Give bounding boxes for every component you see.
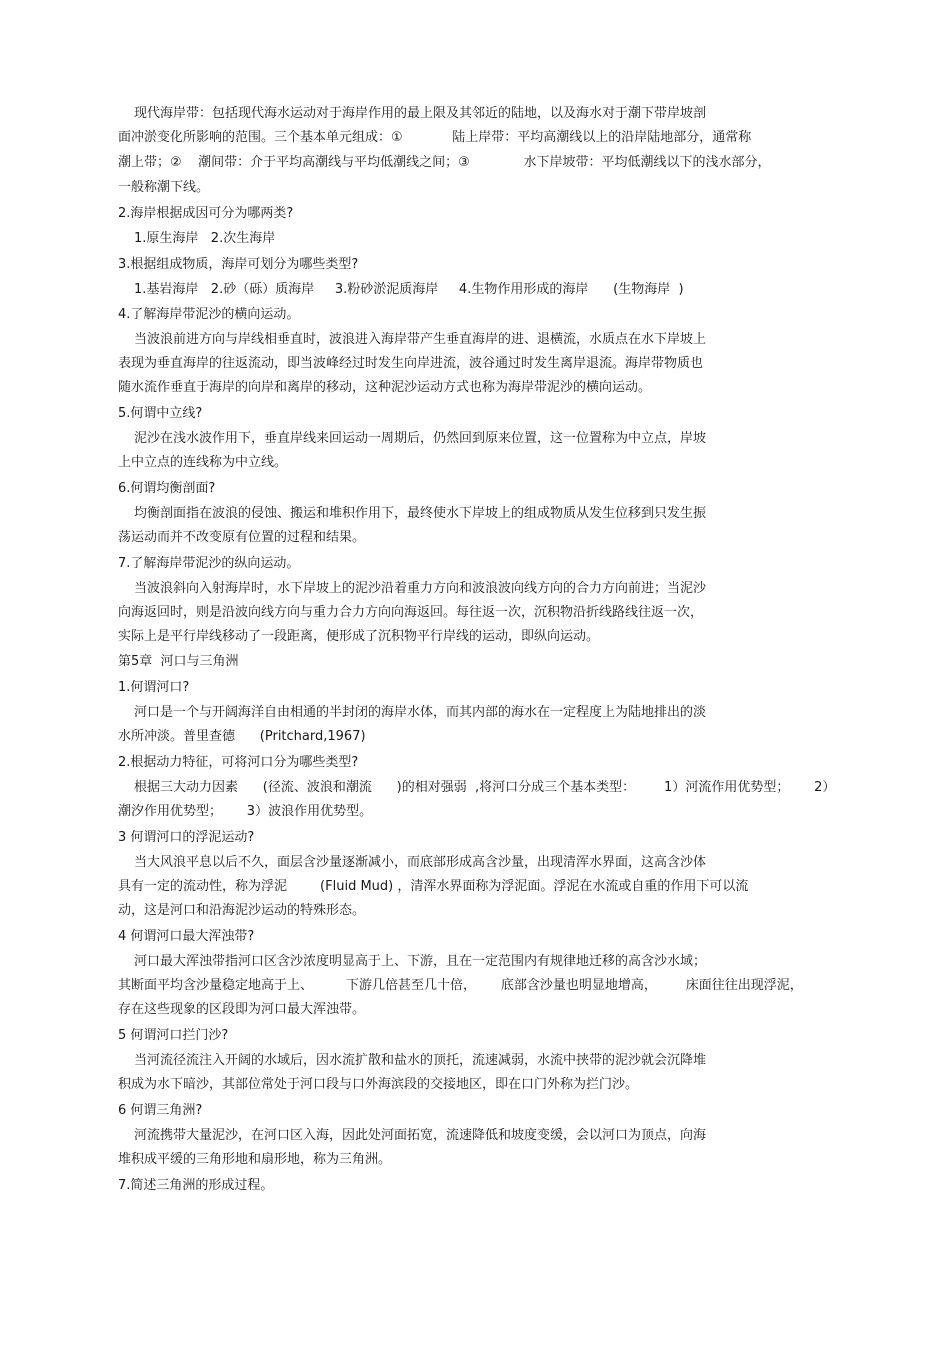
question-heading: 7.简述三角洲的形成过程。: [118, 1178, 274, 1193]
question-heading: 5.何谓中立线?: [118, 406, 203, 421]
question-heading: 1.何谓河口?: [118, 680, 190, 695]
text-line: 一般称潮下线。: [118, 180, 210, 195]
text-line: 河口最大浑浊带指河口区含沙浓度明显高于上、下游，且在一定范围内有规律地迁移的高含沙水域；: [134, 954, 707, 969]
question-heading: 3.根据组成物质，海岸可划分为哪些类型?: [118, 257, 359, 272]
question-heading: 4.了解海岸带泥沙的横向运动。: [118, 307, 300, 322]
text-line: 面冲淤变化所影响的范围。三个基本单元组成：① 陆上岸带：平均高潮线以上的沿岸陆地部分，通常称: [118, 130, 752, 145]
text-line: 泥沙在浅水波作用下，垂直岸线来回运动一周期后，仍然回到原来位置，这一位置称为中立点，岸坡: [134, 431, 707, 446]
text-line: 河流携带大量泥沙，在河口区入海，因此处河面拓宽，流速降低和坡度变缓，会以河口为顶点，向海: [134, 1128, 707, 1143]
text-line: 向海返回时，则是沿波向线方向与重力合力方向向海返回。每往返一次，沉积物沿折线路线往返一次，: [118, 605, 704, 620]
chapter-heading: 第5章 河口与三角洲: [118, 654, 239, 669]
text-line: 1.基岩海岸 2.砂（砾）质海岸 3.粉砂淤泥质海岸 4.生物作用形成的海岸 (生物海岸 ): [134, 282, 684, 297]
text-line: 潮汐作用优势型； 3）波浪作用优势型。: [118, 804, 373, 819]
question-heading: 2.海岸根据成因可分为哪两类?: [118, 206, 294, 221]
text-line: 潮上带；② 潮间带：介于平均高潮线与平均低潮线之间；③ 水下岸坡带：平均低潮线以下的浅水部分，: [118, 155, 771, 170]
question-heading: 2.根据动力特征，可将河口分为哪些类型?: [118, 755, 359, 770]
text-line: 均衡剖面指在波浪的侵蚀、搬运和堆积作用下，最终使水下岸坡上的组成物质从发生位移到只发生振: [134, 506, 707, 521]
question-heading: 6 何谓三角洲?: [118, 1103, 203, 1118]
text-line: 当河流径流注入开阔的水域后，因水流扩散和盐水的顶托，流速减弱，水流中挟带的泥沙就会沉降堆: [134, 1053, 707, 1068]
text-line: 存在这些现象的区段即为河口最大浑浊带。: [118, 1002, 366, 1017]
text-line: 动，这是河口和沿海泥沙运动的特殊形态。: [118, 903, 366, 918]
question-heading: 3 何谓河口的浮泥运动?: [118, 830, 255, 845]
question-heading: 6.何谓均衡剖面?: [118, 481, 216, 496]
text-line: 表现为垂直海岸的往返流动，即当波峰经过时发生向岸进流，波谷通过时发生离岸退流。海岸带物质也: [118, 356, 704, 371]
text-line: 当波浪前进方向与岸线相垂直时，波浪进入海岸带产生垂直海岸的进、退横流，水质点在水下岸坡上: [134, 332, 707, 347]
question-heading: 4 何谓河口最大浑浊带?: [118, 929, 255, 944]
text-line: 根据三大动力因素 (径流、波浪和潮流 )的相对强弱 ,将河口分成三个基本类型： 1）河流作用优势型； 2）: [134, 780, 836, 795]
text-line: 水所冲淡。普里查德 (Pritchard,1967): [118, 729, 366, 744]
text-line: 实际上是平行岸线移动了一段距离，便形成了沉积物平行岸线的运动，即纵向运动。: [118, 629, 600, 644]
text-line: 具有一定的流动性，称为浮泥 (Fluid Mud) ，清浑水界面称为浮泥面。浮泥在水流或自重的作用下可以流: [118, 879, 749, 894]
text-line: 上中立点的连线称为中立线。: [118, 455, 288, 470]
text-line: 随水流作垂直于海岸的向岸和离岸的移动，这种泥沙运动方式也称为海岸带泥沙的横向运动。: [118, 380, 652, 395]
text-line: 堆积成平缓的三角形地和扇形地，称为三角洲。: [118, 1152, 392, 1167]
question-heading: 7.了解海岸带泥沙的纵向运动。: [118, 556, 300, 571]
text-line: 河口是一个与开阔海洋自由相通的半封闭的海岸水体，而其内部的海水在一定程度上为陆地排出的淡: [134, 705, 707, 720]
text-line: 当大风浪平息以后不久，面层含沙量逐渐减小，而底部形成高含沙量，出现清浑水界面，这高含沙体: [134, 855, 707, 870]
question-heading: 5 何谓河口拦门沙?: [118, 1028, 229, 1043]
text-line: 其断面平均含沙量稳定地高于上、 下游几倍甚至几十倍， 底部含沙量也明显地增高， 床面往往出现浮泥，: [118, 978, 803, 993]
text-line: 积成为水下暗沙，其部位常处于河口段与口外海滨段的交接地区，即在口门外称为拦门沙。: [118, 1077, 639, 1092]
text-line: 现代海岸带：包括现代海水运动对于海岸作用的最上限及其邻近的陆地，以及海水对于潮下带岸坡剖: [134, 106, 707, 121]
text-line: 荡运动而并不改变原有位置的过程和结果。: [118, 530, 366, 545]
text-line: 当波浪斜向入射海岸时，水下岸坡上的泥沙沿着重力方向和波浪波向线方向的合力方向前进；当泥沙: [134, 581, 707, 596]
text-line: 1.原生海岸 2.次生海岸: [134, 231, 276, 246]
